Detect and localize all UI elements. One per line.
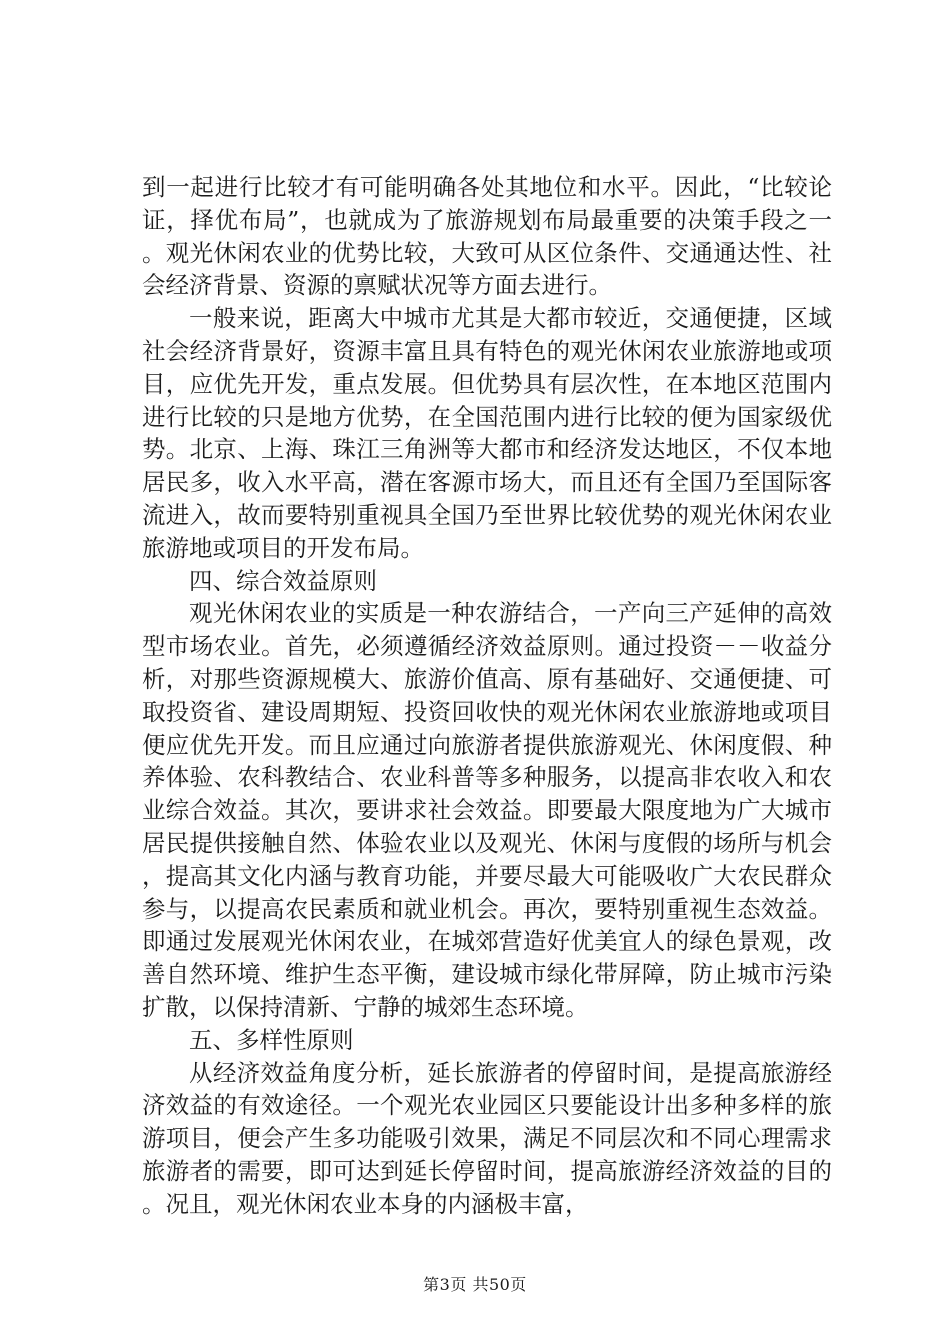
paragraph-diversity: 从经济效益角度分析，延长旅游者的停留时间，是提高旅游经济效益的有效途径。一个观光农业园区只要能设计出多种多样的旅游项目，便会产生多功能吸引效果，满足不同层次和不同心理需求旅游者的需要，即可达到延长停留时间，提高旅游经济效益的目的。况且，观光休闲农业本身的内涵极丰富， [142, 1058, 832, 1218]
paragraph-continuation: 到一起进行比较才有可能明确各处其地位和水平。因此，“比较论证，择优布局”，也就成为了旅游规划布局最重要的决策手段之一。观光休闲农业的优势比较，大致可从区位条件、交通通达性、社会经济背景、资源的禀赋状况等方面去进行。 [142, 173, 832, 300]
paragraph-advantage: 一般来说，距离大中城市尤其是大都市较近，交通便捷，区域社会经济背景好，资源丰富且具有特色的观光休闲农业旅游地或项目，应优先开发，重点发展。但优势具有层次性，在本地区范围内进行比较的只是地方优势，在全国范围内进行比较的便为国家级优势。北京、上海、珠江三角洲等大都市和经济发达地区，不仅本地居民多，收入水平高，潜在客源市场大，而且还有全国乃至国际客流进入，故而要特别重视具全国乃至世界比较优势的观光休闲农业旅游地或项目的开发布局。 [142, 304, 832, 562]
section-heading-comprehensive-benefit: 四、综合效益原则 [189, 566, 377, 595]
document-body [142, 171, 832, 1221]
paragraph-comprehensive-benefit: 观光休闲农业的实质是一种农游结合，一产向三产延伸的高效型市场农业。首先，必须遵循经济效益原则。通过投资－－收益分析，对那些资源规模大、旅游价值高、原有基础好、交通便捷、可取投资省、建设周期短、投资回收快的观光休闲农业旅游地或项目便应优先开发。而且应通过向旅游者提供旅游观光、休闲度假、种养体验、农科教结合、农业科普等多种服务，以提高非农收入和农业综合效益。其次，要讲求社会效益。即要最大限度地为广大城市居民提供接触自然、体验农业以及观光、休闲与度假的场所与机会，提高其文化内涵与教育功能，并要尽最大可能吸收广大农民群众参与，以提高农民素质和就业机会。再次，要特别重视生态效益。即通过发展观光休闲农业，在城郊营造好优美宜人的绿色景观，改善自然环境、维护生态平衡，建设城市绿化带屏障，防止城市污染扩散，以保持清新、宁静的城郊生态环境。 [142, 599, 832, 1021]
page-number-footer: 第3页 共50页 [423, 1275, 527, 1294]
section-heading-diversity: 五、多样性原则 [189, 1025, 354, 1054]
